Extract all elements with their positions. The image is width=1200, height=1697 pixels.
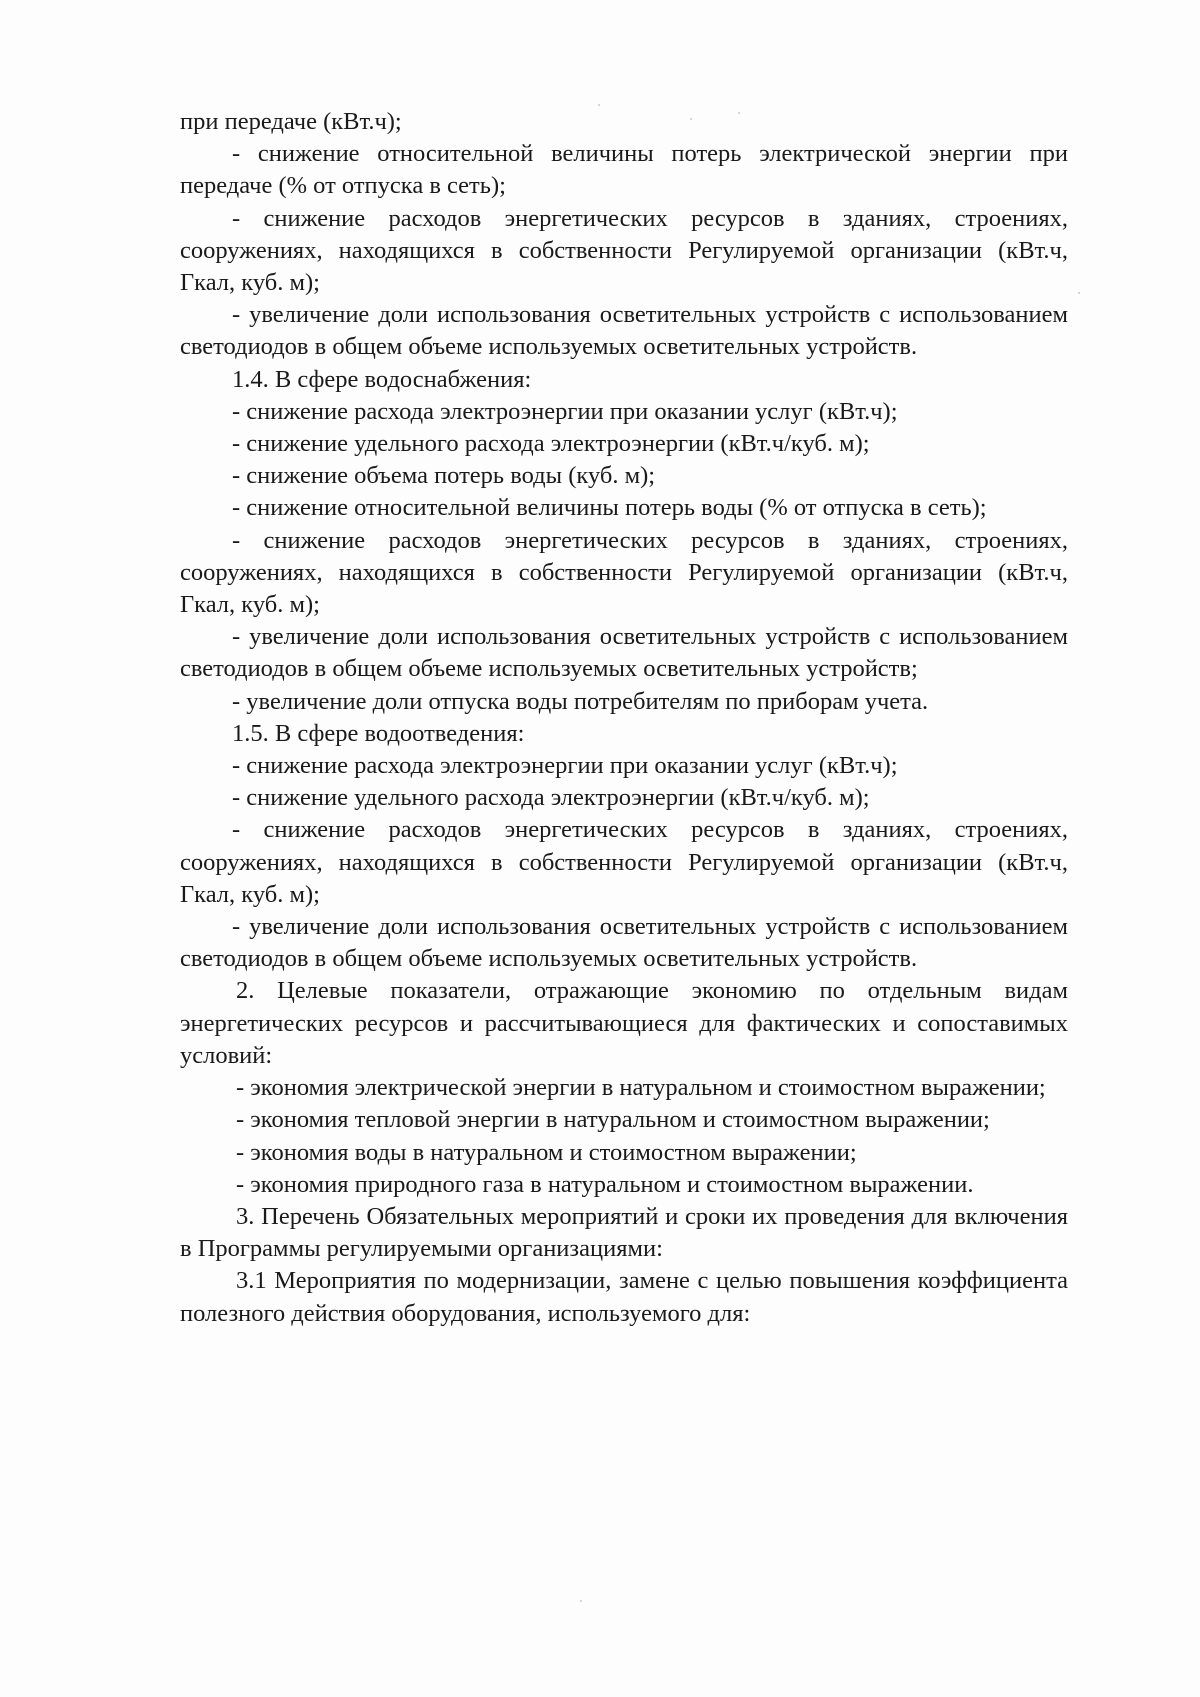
scan-speck <box>580 1600 582 1602</box>
list-item: - экономия тепловой энергии в натуральном и стоимостном выражении; <box>236 1106 990 1134</box>
list-item: - снижение расходов энергетических ресурсов в зданиях, строениях, сооружениях, находящихся в собственности Регулируемой организации (кВт.ч, Гкал, куб. м); <box>180 816 1068 908</box>
document-body <box>180 106 1068 1330</box>
section-heading-1-4: 1.4. В сфере водоснабжения: <box>232 365 532 393</box>
section-paragraph-2: 2. Целевые показатели, отражающие экономию по отдельным видам энергетических ресурсов и рассчитывающиеся для фактических и сопоставимых условий: <box>180 977 1068 1069</box>
list-item: - увеличение доли отпуска воды потребителям по приборам учета. <box>232 687 929 715</box>
scan-speck <box>598 104 600 106</box>
section-paragraph-3: 3. Перечень Обязательных мероприятий и сроки их проведения для включения в Программы регулируемыми организациями: <box>180 1202 1068 1263</box>
scan-speck <box>1078 292 1080 294</box>
paragraph-continuation: при передаче (кВт.ч); <box>180 108 402 135</box>
list-item: - экономия природного газа в натуральном и стоимостном выражении. <box>236 1170 974 1198</box>
list-item: - снижение относительной величины потерь воды (% от отпуска в сеть); <box>232 494 987 522</box>
section-paragraph-3-1: 3.1 Мероприятия по модернизации, замене с целью повышения коэффициента полезного действия оборудования, используемого для: <box>180 1267 1068 1327</box>
list-item: - увеличение доли использования осветительных устройств с использованием светодиодов в общем объеме используемых осветительных устройств; <box>180 623 1068 683</box>
section-heading-1-5: 1.5. В сфере водоотведения: <box>232 719 525 747</box>
list-item: - увеличение доли использования осветительных устройств с использованием светодиодов в общем объеме используемых осветительных устройств. <box>180 301 1068 361</box>
list-item: - снижение удельного расхода электроэнергии (кВт.ч/куб. м); <box>232 784 870 812</box>
list-item: - снижение относительной величины потерь электрической энергии при передаче (% от отпуска в сеть); <box>180 140 1068 200</box>
list-item: - снижение расхода электроэнергии при оказании услуг (кВт.ч); <box>232 752 898 780</box>
scan-speck <box>738 112 740 114</box>
list-item: - снижение удельного расхода электроэнергии (кВт.ч/куб. м); <box>232 430 870 458</box>
list-item: - снижение расходов энергетических ресурсов в зданиях, строениях, сооружениях, находящихся в собственности Регулируемой организации (кВт.ч, Гкал, куб. м); <box>180 526 1068 619</box>
list-item: - увеличение доли использования осветительных устройств с использованием светодиодов в общем объеме используемых осветительных устройств. <box>180 913 1068 973</box>
list-item: - экономия воды в натуральном и стоимостном выражении; <box>236 1138 857 1166</box>
list-item: - снижение расхода электроэнергии при оказании услуг (кВт.ч); <box>232 397 898 425</box>
list-item: - снижение расходов энергетических ресурсов в зданиях, строениях, сооружениях, находящихся в собственности Регулируемой организации (кВт.ч, Гкал, куб. м); <box>180 204 1068 297</box>
list-item: - экономия электрической энергии в натуральном и стоимостном выражении; <box>236 1074 1046 1102</box>
list-item: - снижение объема потерь воды (куб. м); <box>232 462 656 490</box>
scan-speck <box>690 118 692 120</box>
